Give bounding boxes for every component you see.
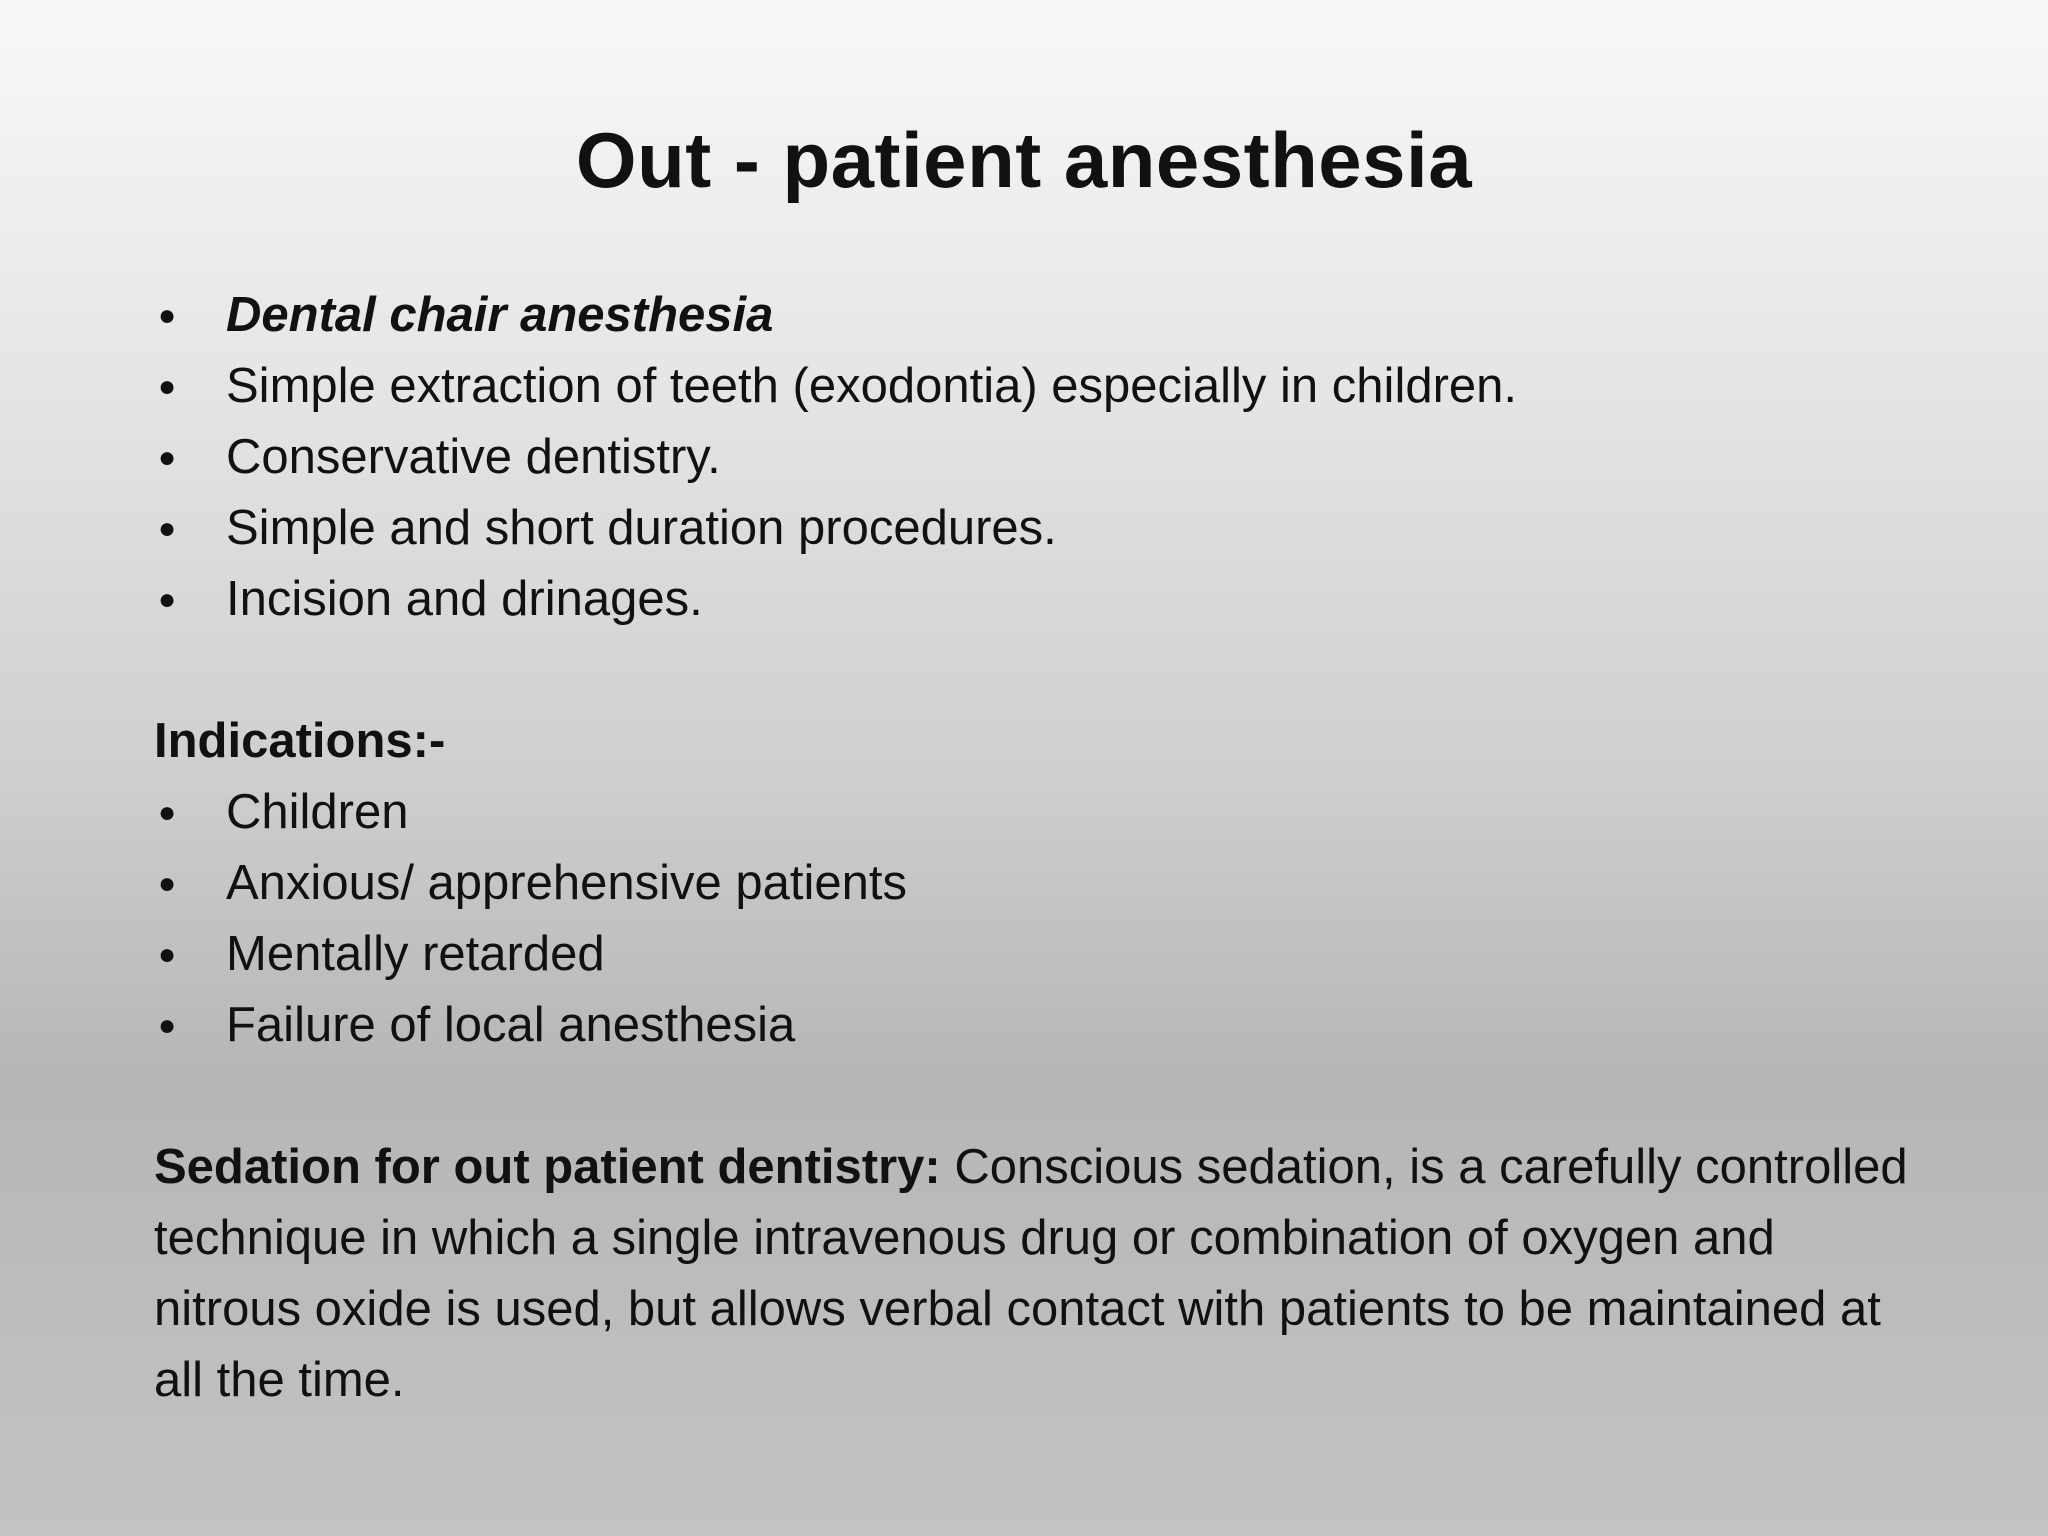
list-item [154, 990, 1934, 1061]
bullet-icon: ● [158, 299, 177, 332]
list-item [154, 422, 1934, 493]
list-item [154, 351, 1934, 422]
list-item-text: Failure of local anesthesia [226, 998, 796, 1052]
spacer [154, 1061, 1934, 1132]
list-item-text: Mentally retarded [226, 927, 605, 981]
bullet-icon: ● [158, 370, 177, 403]
list-item [154, 280, 1934, 351]
list-item-text: Children [226, 785, 409, 839]
list-item [154, 493, 1934, 564]
list-item [154, 848, 1934, 919]
list-item-text: Incision and drinages. [226, 572, 703, 626]
bullet-icon: ● [158, 512, 177, 545]
list-item-text: Simple extraction of teeth (exodontia) especially in children. [226, 359, 1518, 413]
slide-title: Out - patient anesthesia [575, 116, 1473, 204]
indications-heading: Indications:- [154, 714, 446, 768]
bullet-icon: ● [158, 1009, 177, 1042]
sedation-paragraph [154, 1132, 1934, 1416]
bullet-icon: ● [158, 441, 177, 474]
list-item [154, 564, 1934, 635]
spacer [154, 635, 1934, 706]
list-item [154, 777, 1934, 848]
bullet-icon: ● [158, 796, 177, 829]
list-item-text: Simple and short duration procedures. [226, 501, 1057, 555]
list-item-text: Dental chair anesthesia [226, 288, 774, 342]
procedures-list [154, 280, 1934, 635]
sedation-lead: Sedation for out patient dentistry: [154, 1140, 941, 1194]
list-item [154, 919, 1934, 990]
indications-list [154, 777, 1934, 1061]
bullet-icon: ● [158, 583, 177, 616]
slide-content [154, 280, 1934, 1416]
bullet-icon: ● [158, 938, 177, 971]
list-item-text: Conservative dentistry. [226, 430, 721, 484]
bullet-icon: ● [158, 867, 177, 900]
list-item-text: Anxious/ apprehensive patients [226, 856, 907, 910]
sedation-body: Conscious sedation, is a carefully controlled technique in which a single intravenous drug or combination of oxygen and nitrous oxide is used, but allows verbal contact with patients to be maintained at all the time. [154, 1140, 1908, 1407]
